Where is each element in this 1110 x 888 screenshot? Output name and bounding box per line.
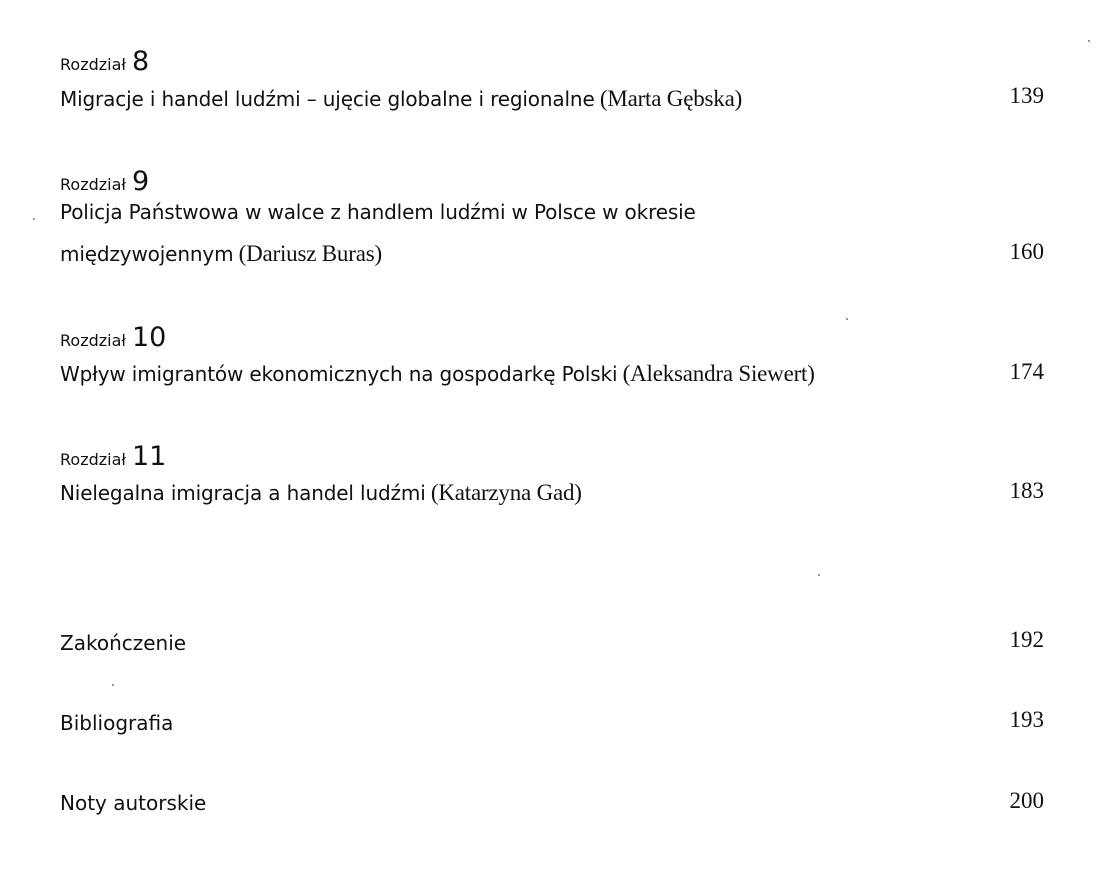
chapter-title-text: Wpływ imigrantów ekonomicznych na gospodarkę Polski xyxy=(60,362,618,386)
scan-speck xyxy=(33,218,35,220)
chapter-11-title xyxy=(60,481,582,504)
chapter-number: 10 xyxy=(131,322,167,353)
chapter-9-label xyxy=(60,168,149,195)
chapter-number: 9 xyxy=(131,166,150,197)
chapter-author: (Marta Gębska) xyxy=(599,86,743,111)
chapter-9-title-line-1 xyxy=(60,202,696,223)
back-matter-author-notes-page: 200 xyxy=(1009,788,1044,813)
chapter-10-title xyxy=(60,362,815,385)
chapter-label-word: Rozdział xyxy=(60,331,126,350)
back-matter-conclusion-page: 192 xyxy=(1009,627,1044,652)
chapter-title-text-continued: międzywojennym xyxy=(60,242,234,266)
chapter-label-word: Rozdział xyxy=(60,450,126,469)
chapter-8-title xyxy=(60,87,742,110)
chapter-title-text: Nielegalna imigracja a handel ludźmi xyxy=(60,481,426,505)
chapter-10-page-number: 174 xyxy=(1009,359,1044,384)
chapter-11-page-number: 183 xyxy=(1009,478,1044,503)
back-matter-bibliography: Bibliografia xyxy=(60,711,174,735)
chapter-label-word: Rozdział xyxy=(60,55,126,74)
chapter-8-page-number: 139 xyxy=(1009,83,1044,108)
back-matter-bibliography-page: 193 xyxy=(1009,707,1044,732)
chapter-10-label xyxy=(60,324,166,351)
chapter-number: 8 xyxy=(131,46,150,77)
chapter-author: (Dariusz Buras) xyxy=(238,241,382,266)
chapter-author: (Katarzyna Gad) xyxy=(430,480,582,505)
chapter-11-label xyxy=(60,443,166,470)
chapter-9-page-number: 160 xyxy=(1009,239,1044,264)
chapter-label-word: Rozdział xyxy=(60,175,126,194)
scan-speck xyxy=(1088,40,1090,42)
chapter-9-title-line-2 xyxy=(60,242,382,265)
back-matter-author-notes: Noty autorskie xyxy=(60,791,207,815)
scan-speck xyxy=(818,574,820,576)
back-matter-conclusion: Zakończenie xyxy=(60,631,187,655)
chapter-title-text: Policja Państwowa w walce z handlem ludźmi w Polsce w okresie xyxy=(60,200,696,224)
scan-speck xyxy=(112,684,114,686)
chapter-number: 11 xyxy=(131,441,167,472)
chapter-author: (Aleksandra Siewert) xyxy=(622,361,815,386)
scan-speck xyxy=(846,318,848,320)
chapter-title-text: Migracje i handel ludźmi – ujęcie globalne i regionalne xyxy=(60,87,595,111)
chapter-8-label xyxy=(60,48,149,75)
